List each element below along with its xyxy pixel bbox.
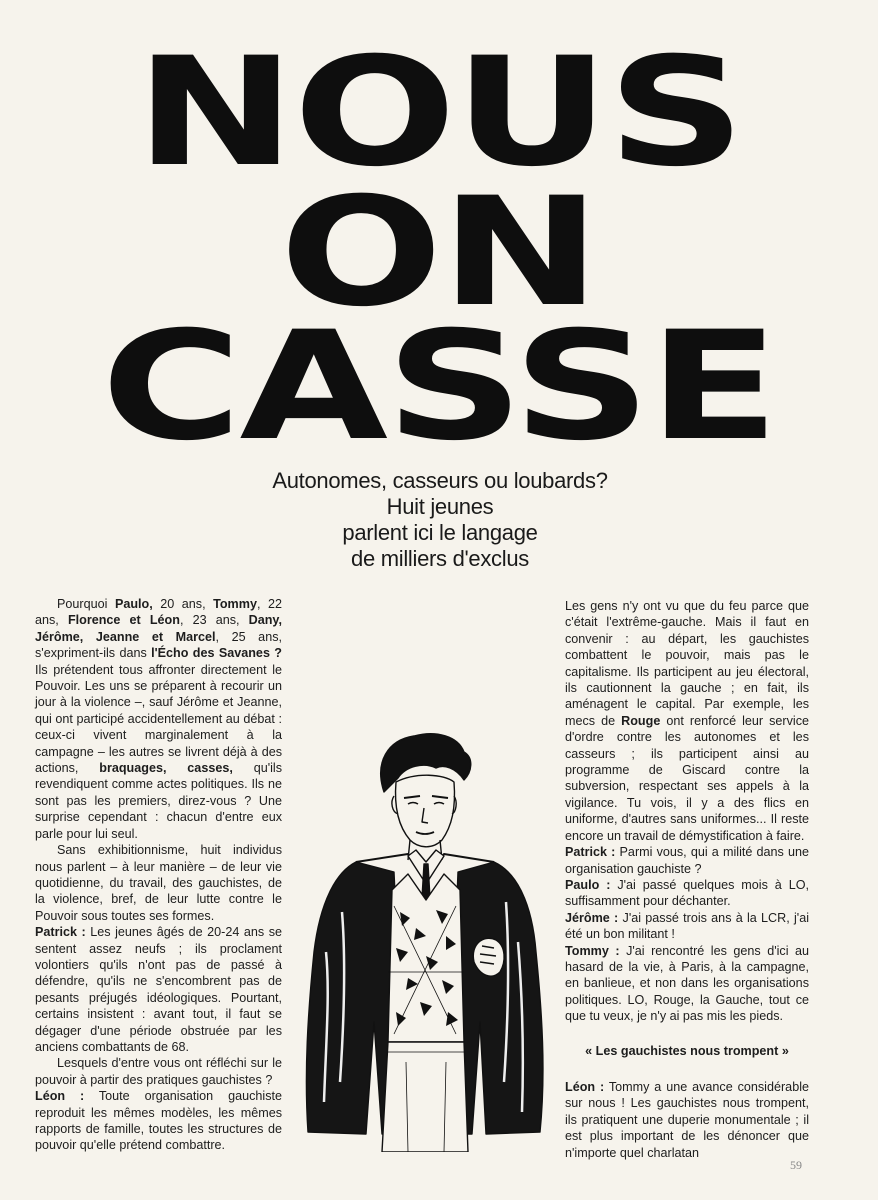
headline-line-3: CASSE [101, 300, 777, 474]
deck-line-1: Autonomes, casseurs ou loubards? [272, 468, 608, 493]
speech: Les jeunes âgés de 20-24 ans se sentent assez neufs ; ils proclament volontiers qu'ils n'ont pas de passé à défendre, qu'ils ne s'encombrent pas de pesants préjugés idéologiques. Pourtant, certains insistent : avant tout, il faut se dégager d'une période obstruée par les anciens combattants de 68. [35, 925, 282, 1054]
speech: J'ai passé quelques mois à LO, suffisamment pour déchanter. [565, 877, 809, 909]
emphasis: braquages, casses, [99, 761, 233, 776]
paragraph [565, 877, 809, 910]
headline-line-1: NOUS [135, 26, 743, 200]
deck-line-3: parlent ici le langage [342, 520, 538, 545]
headline-line-2: ON [279, 166, 599, 340]
page-number: 59 [790, 1158, 802, 1172]
deck-line-4: de milliers d'exclus [351, 546, 529, 571]
speaker: Patrick : [565, 845, 616, 860]
text-run: , 25 ans, s'expriment-ils dans [35, 629, 282, 661]
paragraph [565, 943, 809, 1025]
paragraph [565, 598, 809, 844]
paragraph: Lesquels d'entre vous ont réfléchi sur le pouvoir à partir des pratiques gauchistes ? [35, 1056, 282, 1087]
deck [240, 468, 640, 572]
speech: Parmi vous, qui a milité dans une organisation gauchiste ? [565, 845, 810, 876]
text-run: Ils prétendent tous affronter directement le Pouvoir. Les uns se préparent à recourir un jour à la violence –, sauf Jérôme et Jeanne, qui ont participé accidentellement au débat : ceux-ci vivent marginalement à la campagne – les autres se livrent déjà à des actions, [35, 662, 282, 776]
speaker: Paulo : [565, 877, 611, 892]
paragraph [35, 1088, 282, 1154]
paragraph-intro [35, 596, 282, 842]
speech: Tommy a une avance considérable sur nous ! Les gauchistes nous trompent, ils pratiquent une duperie monumentale ; il est plus important de les dénoncer que n'importe quel charlatan [565, 1079, 809, 1160]
paragraph [565, 1079, 809, 1161]
paragraph [565, 910, 809, 943]
text-run: , 22 ans, [35, 597, 282, 628]
emphasis: l'Écho des Savanes ? [151, 646, 282, 661]
speaker: Jérôme : [565, 910, 619, 925]
paragraph [565, 844, 809, 877]
column-right [565, 598, 809, 1161]
emphasis: Tommy [213, 597, 257, 611]
text-run: , 23 ans, [179, 613, 249, 628]
emphasis: Paulo, [114, 597, 153, 611]
speech: Toute organisation gauchiste reproduit les mêmes modèles, les mêmes rapports de famille, toutes les structures de pouvoir qu'elle prétend combattre. [35, 1089, 282, 1153]
paragraph [35, 924, 282, 1055]
speaker: Patrick : [35, 925, 86, 940]
column-left [35, 596, 282, 1154]
emphasis: Dany, Jérôme, Jeanne et Marcel [35, 613, 282, 644]
text-run: Les gens n'y ont vu que du feu parce que c'était l'extrême-gauche. Mais il faut en convenir : au départ, les gauchistes combattent le pouvoir, mais pas le capitalisme. Ils participent au jeu électoral, ils cautionnent la gauche ; en fait, ils aménagent le capital. Par exemple, les mecs de [565, 599, 809, 728]
text-run: ont renforcé leur service d'ordre contre les autonomes et les casseurs ; ils participent ainsi au programme de Giscard contre la subversion, respectant ses appels à la vigilance. Tu vois, il y a des flics en uniforme, d'autres sans uniformes... Il reste encore un travail de démystification à faire. [565, 713, 809, 843]
text-run: qu'ils revendiquent comme actes politiques. Ils ne sont pas les premiers, direz-vous ? Une surprise cependant : chacun d'entre eux parle pour lui seul. [35, 761, 283, 841]
paragraph: Sans exhibitionnisme, huit individus nous parlent – à leur manière – de leur vie quotidienne, du travail, des gauchistes, de la violence, bref, de leur lutte contre le Pouvoir sous toutes ses formes. [35, 843, 282, 923]
speaker: Léon : [565, 1079, 605, 1094]
deck-line-2: Huit jeunes [386, 494, 494, 519]
text-run: Pourquoi [57, 597, 115, 611]
speech: J'ai rencontré les gens d'ici au hasard de la vie, à Paris, à la campagne, en banlieue, et non dans les organisations politiques. LO, Rouge, la Gauche, tout ce que tu veux, je n'y ai pas mis les pieds. [565, 943, 810, 1024]
text-run: 20 ans, [152, 597, 214, 611]
speaker: Tommy : [565, 943, 620, 958]
speech: J'ai passé trois ans à la LCR, j'ai été un bon militant ! [565, 910, 810, 942]
subhead: « Les gauchistes nous trompent » [585, 1043, 789, 1058]
illustration [296, 722, 558, 1152]
emphasis: Florence et Léon [67, 613, 180, 628]
emphasis: Rouge [621, 713, 661, 728]
speaker: Léon : [35, 1089, 85, 1104]
